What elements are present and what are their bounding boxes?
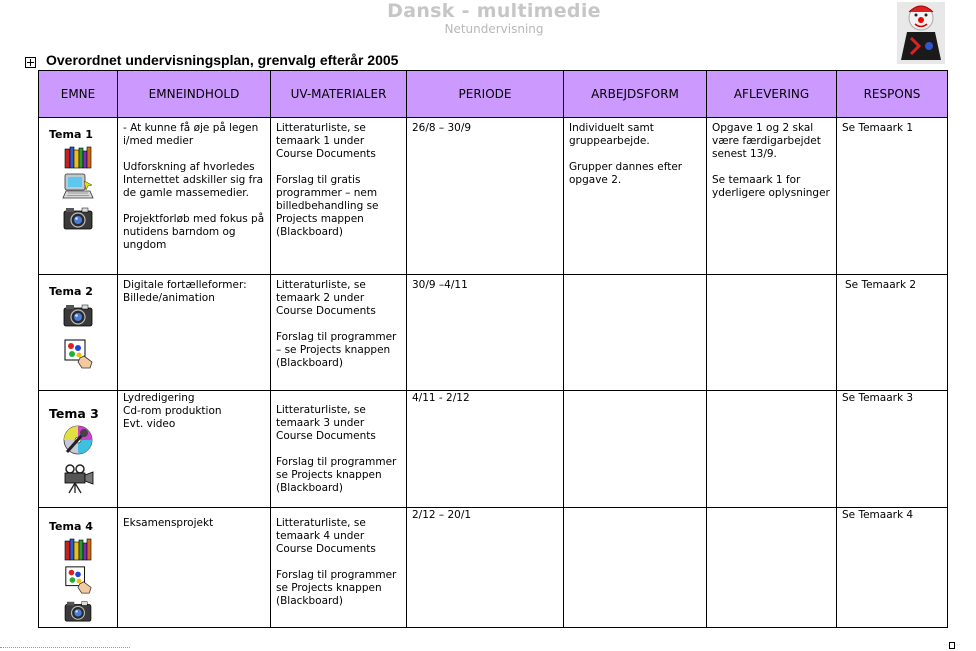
period-text: 26/8 – 30/9 [412, 122, 472, 134]
materials-text: Forslag til programmer se Projects knappen (Blackboard) [276, 569, 397, 607]
content-text: Udforskning af hvorledes Internettet adskiller sig fra de gamle massemedier. [123, 161, 264, 199]
teaching-plan-table [38, 70, 948, 628]
col-header-periode: PERIODE [407, 71, 564, 118]
workform-text: Grupper dannes efter opgave 2. [569, 161, 683, 186]
content-cell [118, 118, 271, 275]
materials-cell [271, 118, 407, 275]
response-cell [837, 275, 948, 391]
period-cell [407, 118, 564, 275]
content-text: - At kunne få øje på legen i/med medier [123, 122, 259, 147]
materials-text: Litteraturliste, se temaark 4 under Course Documents [276, 517, 376, 555]
workform-cell [564, 508, 707, 628]
site-title: Dansk - multimedie [387, 0, 601, 22]
table-row [39, 118, 948, 275]
materials-text: Forslag til programmer se Projects knappen (Blackboard) [276, 456, 397, 494]
video-camera-icon [61, 464, 95, 494]
topic-cell [39, 118, 118, 275]
period-cell [407, 508, 564, 628]
response-text: Se Temaark 2 [845, 279, 917, 291]
table-row [39, 275, 948, 391]
materials-cell [271, 508, 407, 628]
plan-title: Overordnet undervisningsplan, grenvalg efterår 2005 [46, 52, 399, 68]
delivery-text: Se temaark 1 for yderligere oplysninger [712, 174, 830, 199]
response-cell [837, 118, 948, 275]
table-move-handle-icon[interactable] [25, 57, 36, 68]
topic-cell [39, 391, 118, 508]
period-text: 30/9 –4/11 [412, 279, 468, 291]
col-header-arbejdsform: ARBEJDSFORM [564, 71, 707, 118]
response-cell [837, 508, 948, 628]
computer-icon [62, 173, 94, 201]
topic-label: Tema 3 [49, 406, 99, 421]
delivery-cell [707, 391, 837, 508]
materials-text: Litteraturliste, se temaark 2 under Course Documents [276, 279, 376, 317]
paint-hand-icon [62, 338, 94, 370]
period-cell [407, 275, 564, 391]
table-row [39, 508, 948, 628]
workform-cell [564, 391, 707, 508]
materials-cell [271, 275, 407, 391]
cd-microphone-icon [61, 424, 95, 456]
books-icon [64, 145, 92, 169]
content-text: Cd-rom produktion [123, 405, 222, 417]
content-cell [118, 508, 271, 628]
delivery-text: Opgave 1 og 2 skal være færdigarbejdet senest 13/9. [712, 122, 821, 160]
col-header-uv-materialer: UV-MATERIALER [271, 71, 407, 118]
workform-cell [564, 275, 707, 391]
topic-cell [39, 508, 118, 628]
header-row [39, 71, 948, 118]
topic-label: Tema 1 [49, 128, 93, 141]
camera-icon [62, 205, 94, 231]
response-text: Se Temaark 3 [842, 392, 914, 404]
content-text: Eksamensprojekt [123, 517, 214, 529]
paint-hand-icon [62, 565, 94, 595]
content-text: Digitale fortælleformer: Billede/animation [123, 279, 247, 304]
workform-text: Individuelt samt gruppearbejde. [569, 122, 654, 147]
col-header-respons: RESPONS [837, 71, 948, 118]
col-header-emne: EMNE [39, 71, 118, 118]
response-text: Se Temaark 1 [842, 122, 914, 134]
site-subtitle: Netundervisning [444, 22, 544, 36]
content-text: Projektforløb med fokus på nutidens barndom og ungdom [123, 213, 265, 251]
response-text: Se Temaark 4 [842, 509, 914, 521]
topic-label: Tema 2 [49, 285, 93, 298]
period-cell [407, 391, 564, 508]
page-edge-divider [0, 647, 130, 651]
content-text: Evt. video [123, 418, 176, 430]
topic-label: Tema 4 [49, 520, 93, 533]
col-header-aflevering: AFLEVERING [707, 71, 837, 118]
workform-cell [564, 118, 707, 275]
delivery-cell [707, 275, 837, 391]
content-cell [118, 275, 271, 391]
delivery-cell [707, 118, 837, 275]
books-icon [64, 537, 92, 561]
response-cell [837, 391, 948, 508]
materials-text: Litteraturliste, se temaark 3 under Course Documents [276, 404, 376, 442]
materials-text: Litteraturliste, se temaark 1 under Course Documents [276, 122, 376, 160]
delivery-cell [707, 508, 837, 628]
topic-cell [39, 275, 118, 391]
materials-cell [271, 391, 407, 508]
content-cell [118, 391, 271, 508]
materials-text: Forslag til programmer – se Projects knappen (Blackboard) [276, 331, 397, 369]
materials-text: Forslag til gratis programmer – nem billedbehandling se Projects mappen (Blackboard) [276, 174, 379, 238]
content-text: Lydredigering [123, 392, 195, 404]
clown-mascot-icon [897, 2, 945, 64]
table-resize-handle-icon[interactable] [949, 642, 955, 649]
col-header-emneindhold: EMNEINDHOLD [118, 71, 271, 118]
period-text: 4/11 - 2/12 [412, 392, 470, 404]
table-row [39, 391, 948, 508]
period-text: 2/12 – 20/1 [412, 509, 472, 521]
camera-icon [62, 302, 94, 328]
camera-icon [62, 599, 94, 623]
